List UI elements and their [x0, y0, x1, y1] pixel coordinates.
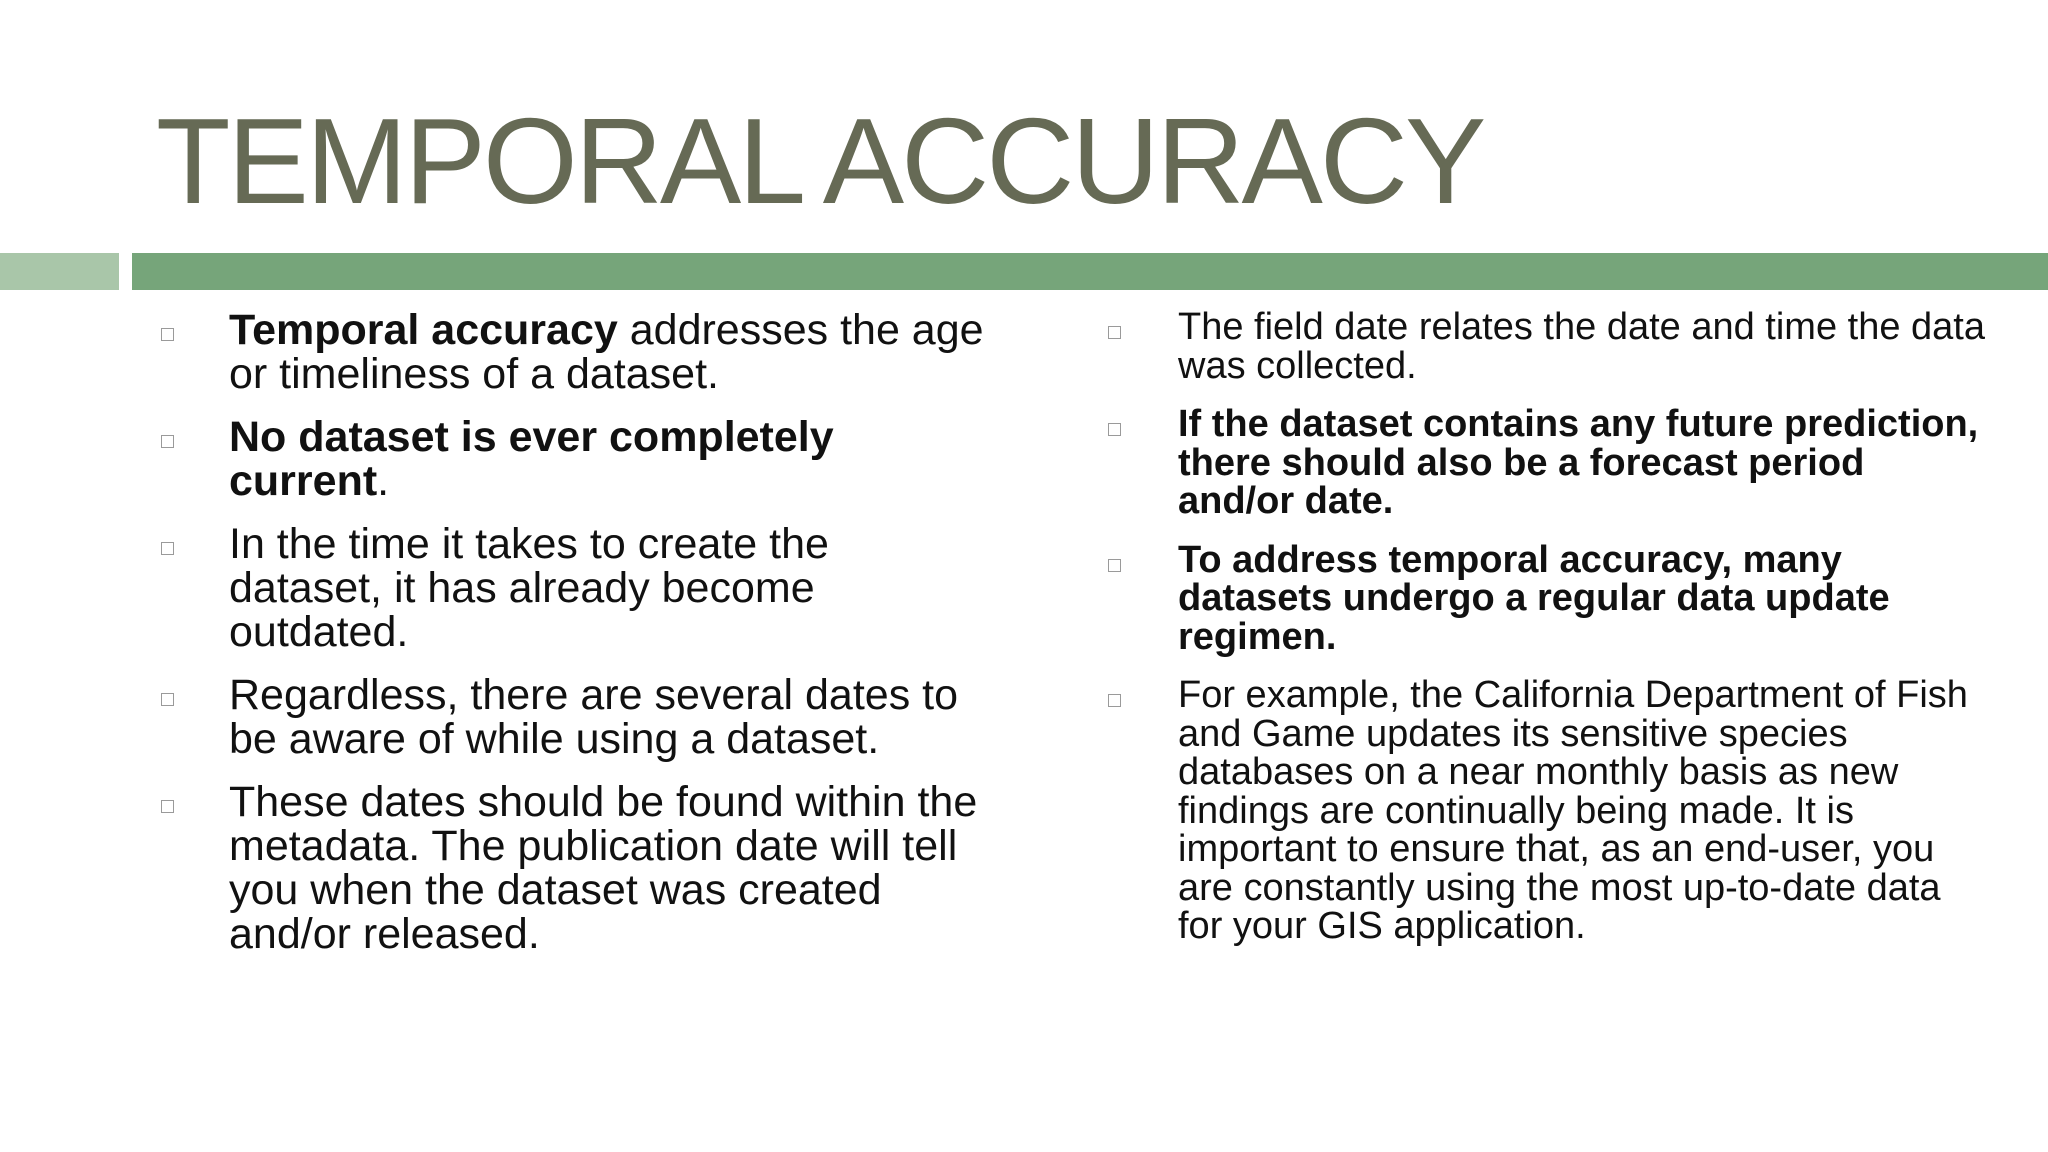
- left-bullet-list: [158, 308, 988, 975]
- bullet-bold-text: Temporal accuracy: [229, 306, 618, 354]
- bullet-text: For example, the California Department of Fish and Game updates its sensitive species databases on a near monthly basis as new findings are continually being made. It is important to ensure that, as an end-user, you are constantly using the most up-to-date data for your GIS application.: [1178, 674, 1968, 947]
- accent-bar-left: [0, 253, 119, 290]
- right-bullet-list: [1105, 308, 1985, 966]
- bullet-square-icon: [1108, 694, 1121, 707]
- bullet-item: [158, 415, 988, 503]
- bullet-square-icon: [1108, 326, 1121, 339]
- bullet-square-icon: [161, 800, 174, 813]
- bullet-text: .: [377, 457, 390, 505]
- bullet-text: addresses the age or timeliness of a dataset.: [229, 306, 984, 398]
- slide-title: TEMPORAL ACCURACY: [156, 93, 1484, 229]
- bullet-item: [1105, 538, 1985, 658]
- bullet-text: In the time it takes to create the dataset, it has already become outdated.: [229, 520, 829, 656]
- bullet-square-icon: [161, 542, 174, 555]
- bullet-square-icon: [161, 328, 174, 341]
- accent-bar-main: [132, 253, 2048, 290]
- bullet-text: Regardless, there are several dates to be aware of while using a dataset.: [229, 671, 959, 763]
- bullet-text: The field date relates the date and time the data was collected.: [1178, 306, 1985, 387]
- bullet-item: [1105, 676, 1985, 946]
- bullet-item: [1105, 405, 1985, 521]
- bullet-square-icon: [1108, 423, 1121, 436]
- bullet-square-icon: [1108, 559, 1121, 572]
- bullet-bold-text: If the dataset contains any future prediction, there should also be a forecast period and/or date.: [1178, 403, 1979, 522]
- bullet-square-icon: [161, 693, 174, 706]
- bullet-bold-text: No dataset is ever completely current: [229, 413, 834, 505]
- bullet-item: [158, 522, 988, 654]
- bullet-item: [158, 308, 988, 396]
- bullet-text: These dates should be found within the metadata. The publication date will tell you when the dataset was created and/or released.: [229, 778, 978, 958]
- bullet-item: [1105, 308, 1985, 385]
- bullet-square-icon: [161, 435, 174, 448]
- bullet-item: [158, 780, 988, 956]
- bullet-item: [158, 673, 988, 761]
- bullet-bold-text: To address temporal accuracy, many datasets undergo a regular data update regimen.: [1178, 538, 1890, 658]
